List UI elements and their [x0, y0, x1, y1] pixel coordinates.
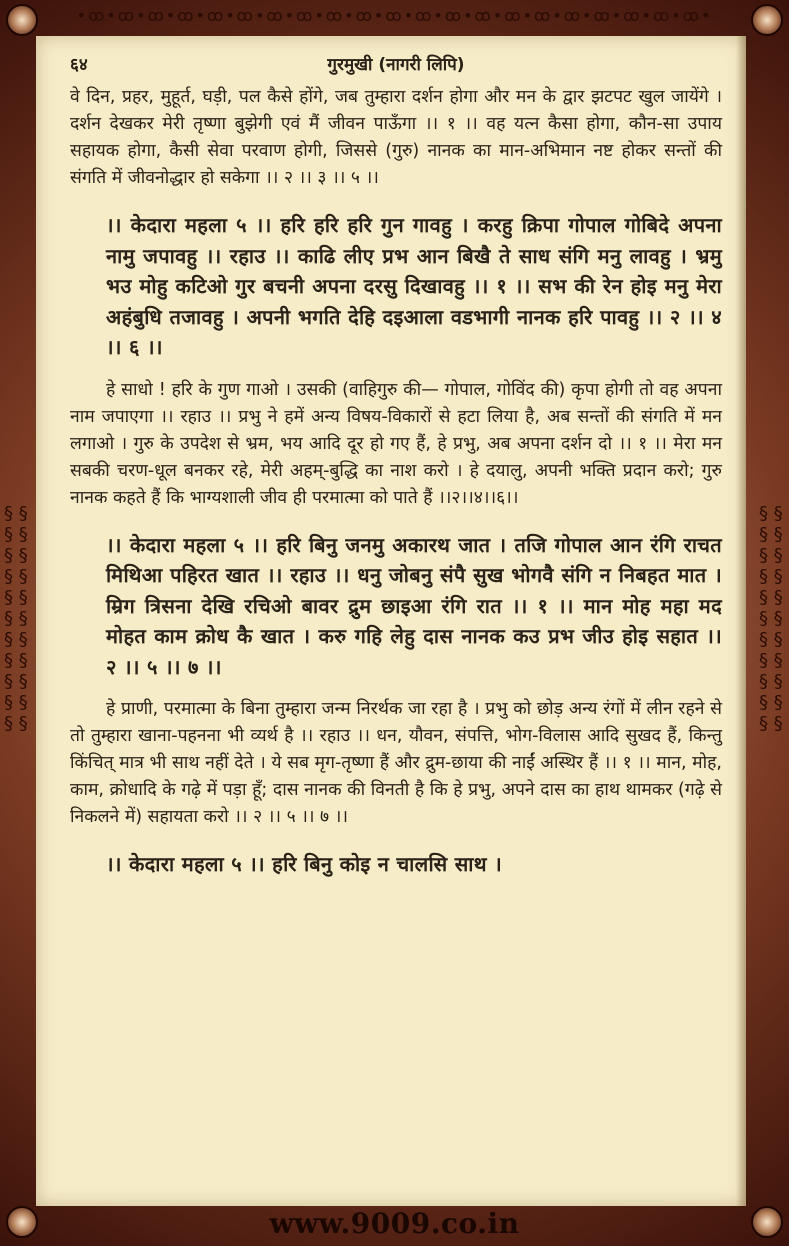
page-title: गुरमुखी (नागरी लिपि)	[327, 55, 465, 75]
page-number: ६४	[70, 55, 88, 75]
shabad-verse: ।। केदारा महला ५ ।। हरि बिनु कोइ न चालसि साथ ।	[106, 852, 502, 876]
shabad-verse: ।। केदारा महला ५ ।। हरि बिनु जनमु अकारथ जात । तजि गोपाल आन रंगि राचत मिथिआ पहिरत खात ।। रहाउ ।। धनु जोबनु संपै सुख भोगवै संगि न निबहत मात । म्रिग त्रिसना देखि रचिओ बावर द्रुम छाइआ रंगि रात ।। १ ।। मान मोह महा मद मोहत काम क्रोध कै खात । करु गहि लेहु दास नानक कउ प्रभ जीउ होइ सहात ।। २ ।। ५ ।। ७ ।।	[106, 532, 722, 679]
website-link[interactable]: www.9009.co.in	[269, 1212, 520, 1240]
translation-paragraph: वे दिन, प्रहर, मुहूर्त, घड़ी, पल कैसे होंगे, जब तुम्हारा दर्शन होगा और मन के द्वार झटपट खुल जायेंगे । दर्शन देखकर मेरी तृष्णा बुझेगी एवं मैं जीवन पाऊँगा ।। १ ।। वह यत्न कैसा होगा, कौन-सा उपाय सहायक होगा, कैसी सेवा परवाण होगी, जिससे (गुरु) नानक का मान-अभिमान नष्ट होकर सन्तों की संगति में जीवनोद्धार हो सकेगा ।। २ ।। ३ ।। ५ ।।	[70, 87, 722, 188]
page-header	[70, 52, 722, 78]
footer-bar	[30, 1212, 759, 1242]
border-scroll-ornament-icon: § § § § § § § § § § § § § § § § § § § § § §	[759, 502, 783, 734]
book-page	[36, 36, 746, 1206]
translation-paragraph: हे प्राणी, परमात्मा के बिना तुम्हारा जन्म निरर्थक जा रहा है । प्रभु को छोड़ अन्य रंगों में लीन रहने से तो तुम्हारा खाना-पहनना भी व्यर्थ है ।। रहाउ ।। धन, यौवन, संपत्ति, भोग-विलास आदि सुखद हैं, किन्तु किंचित् मात्र भी साथ नहीं देते । ये सब मृग-तृष्णा हैं और द्रुम-छाया की नाईं अस्थिर हैं ।। १ ।। मान, मोह, काम, क्रोधादि के गढ़े में पड़ा हूँ; दास नानक की विनती है कि हे प्रभु, अपने दास का हाथ थामकर (गढ़े से निकलने में) सहायता करो ।। २ ।। ५ ।। ७ ।।	[70, 699, 722, 827]
border-scroll-ornament-icon: •ꝏ•ꝏ•ꝏ•ꝏ•ꝏ•ꝏ•ꝏ•ꝏ•ꝏ•ꝏ•ꝏ•ꝏ•ꝏ•ꝏ•ꝏ•ꝏ•ꝏ•ꝏ•ꝏ•ꝏ•ꝏ•	[76, 5, 713, 25]
translation-paragraph: हे साधो ! हरि के गुण गाओ । उसकी (वाहिगुरु की— गोपाल, गोविंद की) कृपा होगी तो वह अपना नाम जपाएगा ।। रहाउ ।। प्रभु ने हमें अन्य विषय-विकारों से हटा लिया है, अब सन्तों की संगति में मन लगाओ । गुरु के उपदेश से भ्रम, भय आदि दूर हो गए हैं, हे प्रभु, अब अपना दर्शन दो ।। १ ।। मेरा मन सबकी चरण-धूल बनकर रहे, मेरी अहम्-बुद्धि का नाश करो । हे दयालु, अपनी भक्ति प्रदान करो; गुरु नानक कहते हैं कि भाग्यशाली जीव ही परमात्मा को पाते हैं ।।२।।४।।६।।	[70, 379, 722, 508]
border-scroll-ornament-icon: § § § § § § § § § § § § § § § § § § § § § §	[4, 502, 28, 734]
shabad-verse: ।। केदारा महला ५ ।। हरि हरि हरि गुन गावहु । करहु क्रिपा गोपाल गोबिदे अपना नामु जपावहु ।। रहाउ ।। काढि लीए प्रभ आन बिखै ते साध संगि मनु लावहु । भ्रमु भउ मोहु कटिओ गुर बचनी अपना दरसु दिखावहु ।। १ ।। सभ की रेन होइ मनु मेरा अहंबुधि तजावहु । अपनी भगति देहि दइआला वडभागी नानक हरि पावहु ।। २ ।। ४ ।। ६ ।।	[106, 213, 722, 359]
